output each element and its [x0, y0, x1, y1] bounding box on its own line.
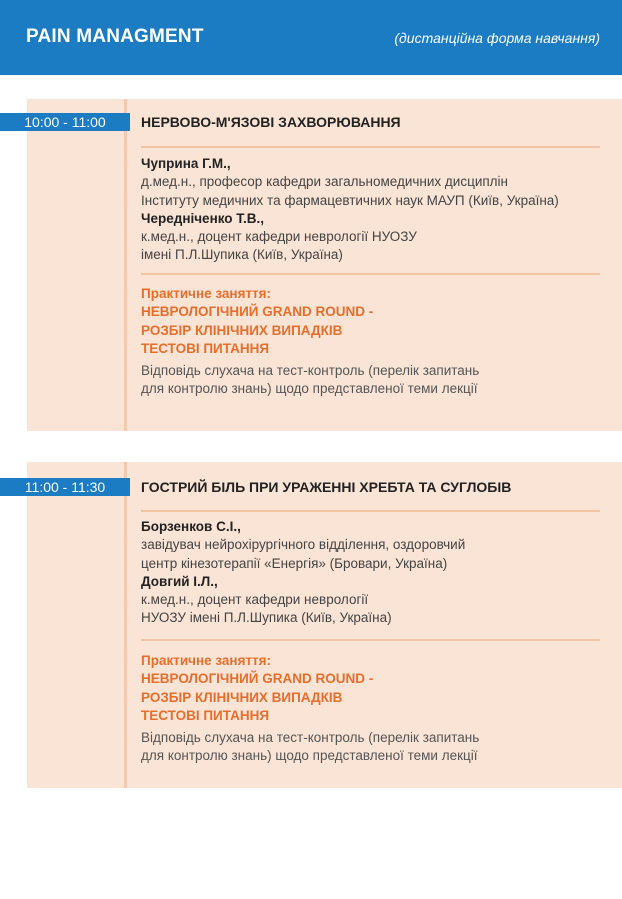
- page-subtitle: (дистанційна форма навчання): [394, 30, 600, 46]
- practice-label: Практичне заняття:: [141, 653, 272, 668]
- speaker-info: завідувач нейрохірургічного відділення, оздоровчий: [141, 537, 466, 553]
- practice-title: НЕВРОЛОГІЧНИЙ GRAND ROUND -: [141, 304, 374, 320]
- practice-section: [141, 285, 479, 399]
- practice-desc-line: для контролю знань) щодо представленої теми лекції: [141, 748, 478, 764]
- speakers-list: [141, 518, 465, 628]
- session-block: [24, 462, 622, 788]
- practice-label: Практичне заняття:: [141, 286, 272, 301]
- practice-description: [141, 729, 479, 766]
- divider: [141, 639, 600, 641]
- speaker-info: к.мед.н., доцент кафедри неврології: [141, 592, 369, 608]
- practice-description: [141, 362, 479, 399]
- session-topic: ГОСТРИЙ БІЛЬ ПРИ УРАЖЕННІ ХРЕБТА ТА СУГЛОБІВ: [141, 479, 512, 495]
- time-tag: 11:00 - 11:30: [0, 478, 130, 496]
- practice-title: ТЕСТОВІ ПИТАННЯ: [141, 340, 270, 356]
- speakers-list: [141, 155, 559, 265]
- session-block: [24, 99, 622, 431]
- practice-title: РОЗБІР КЛІНІЧНИХ ВИПАДКІВ: [141, 322, 343, 338]
- page-title: PAIN MANAGMENT: [26, 26, 204, 47]
- session-topic: НЕРВОВО-М'ЯЗОВІ ЗАХВОРЮВАННЯ: [141, 114, 401, 130]
- practice-title: РОЗБІР КЛІНІЧНИХ ВИПАДКІВ: [141, 689, 343, 705]
- divider: [141, 146, 600, 148]
- practice-title: НЕВРОЛОГІЧНИЙ GRAND ROUND -: [141, 671, 374, 687]
- speaker-info: НУОЗУ імені П.Л.Шупика (Київ, Україна): [141, 610, 392, 626]
- speaker-name: Чередніченко Т.В.,: [141, 210, 265, 226]
- time-tag: 10:00 - 11:00: [0, 113, 130, 131]
- timeline-line: [124, 462, 127, 788]
- practice-title: ТЕСТОВІ ПИТАННЯ: [141, 707, 270, 723]
- speaker-info: д.мед.н., професор кафедри загальномедичних дисциплін: [141, 174, 509, 190]
- speaker-info: центр кінезотерапії «Енергія» (Бровари, Україна): [141, 555, 448, 571]
- divider: [141, 510, 600, 512]
- practice-desc-line: Відповідь слухача на тест-контроль (перелік запитань: [141, 730, 480, 746]
- page-header: [0, 0, 622, 75]
- speaker-name: Довгий І.Л.,: [141, 573, 218, 589]
- timeline-line: [124, 99, 127, 431]
- speaker-name: Борзенков С.І.,: [141, 519, 241, 534]
- speaker-name: Чуприна Г.М.,: [141, 156, 231, 171]
- practice-desc-line: для контролю знань) щодо представленої теми лекції: [141, 381, 478, 397]
- speaker-info: к.мед.н., доцент кафедри неврології НУОЗУ: [141, 229, 417, 245]
- speaker-info: Інституту медичних та фармацевтичних наук МАУП (Київ, Україна): [141, 192, 559, 208]
- practice-desc-line: Відповідь слухача на тест-контроль (перелік запитань: [141, 363, 480, 379]
- speaker-info: імені П.Л.Шупика (Київ, Україна): [141, 247, 343, 263]
- divider: [141, 273, 600, 275]
- practice-section: [141, 652, 479, 766]
